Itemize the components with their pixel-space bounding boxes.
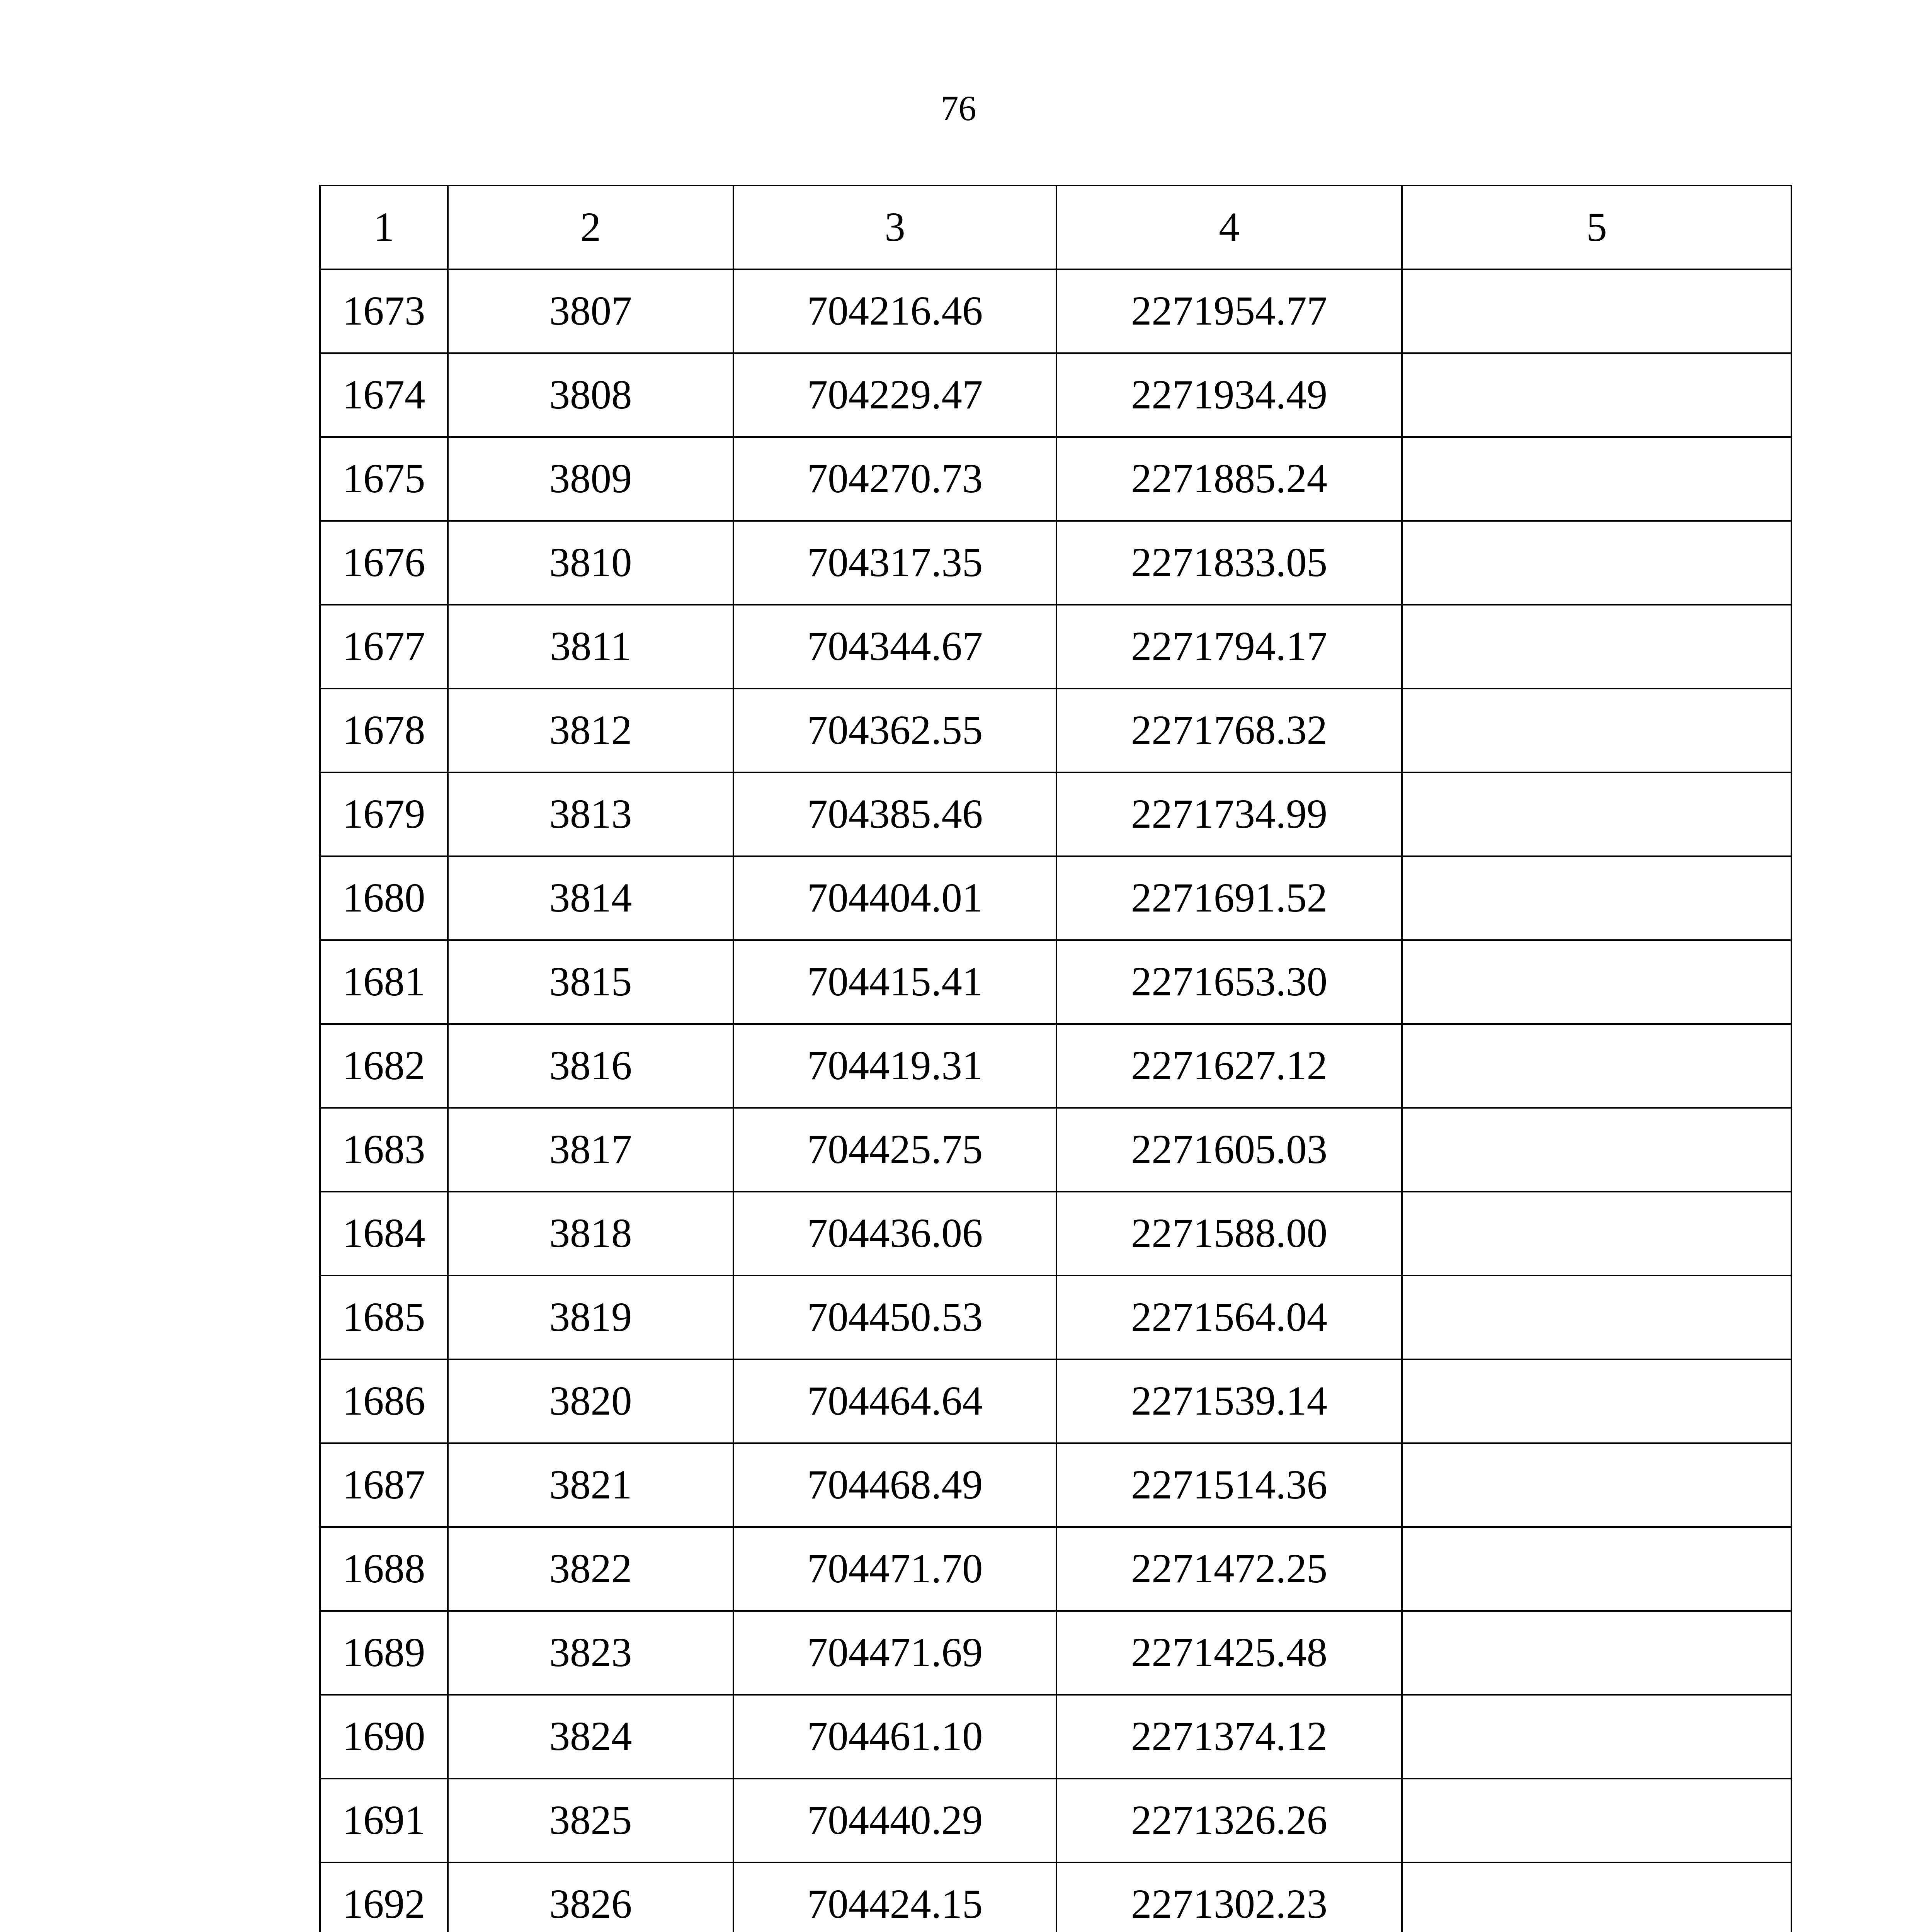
row-number-cell: 1690 bbox=[320, 1695, 448, 1779]
point-number-cell: 3810 bbox=[448, 521, 733, 605]
point-number-cell: 3812 bbox=[448, 689, 733, 772]
x-coordinate-cell: 704468.49 bbox=[733, 1443, 1056, 1527]
point-number-cell: 3826 bbox=[448, 1862, 733, 1932]
row-number-cell: 1675 bbox=[320, 437, 448, 521]
y-coordinate-cell: 2271539.14 bbox=[1056, 1359, 1402, 1443]
x-coordinate-cell: 704344.67 bbox=[733, 605, 1056, 689]
notes-cell bbox=[1402, 521, 1791, 605]
row-number-cell: 1689 bbox=[320, 1611, 448, 1695]
point-number-cell: 3815 bbox=[448, 940, 733, 1024]
point-number-cell: 3809 bbox=[448, 437, 733, 521]
y-coordinate-cell: 2271768.32 bbox=[1056, 689, 1402, 772]
row-number-cell: 1687 bbox=[320, 1443, 448, 1527]
row-number-cell: 1676 bbox=[320, 521, 448, 605]
notes-cell bbox=[1402, 269, 1791, 353]
table-row bbox=[320, 605, 1791, 689]
point-number-cell: 3824 bbox=[448, 1695, 733, 1779]
notes-cell bbox=[1402, 1443, 1791, 1527]
x-coordinate-cell: 704471.70 bbox=[733, 1527, 1056, 1611]
table-row bbox=[320, 1695, 1791, 1779]
point-number-cell: 3814 bbox=[448, 856, 733, 940]
notes-cell bbox=[1402, 940, 1791, 1024]
table-row bbox=[320, 269, 1791, 353]
y-coordinate-cell: 2271794.17 bbox=[1056, 605, 1402, 689]
table-row bbox=[320, 1527, 1791, 1611]
row-number-cell: 1692 bbox=[320, 1862, 448, 1932]
point-number-cell: 3813 bbox=[448, 772, 733, 856]
row-number-cell: 1685 bbox=[320, 1276, 448, 1359]
point-number-cell: 3821 bbox=[448, 1443, 733, 1527]
table-row bbox=[320, 689, 1791, 772]
notes-cell bbox=[1402, 605, 1791, 689]
notes-cell bbox=[1402, 437, 1791, 521]
y-coordinate-cell: 2271425.48 bbox=[1056, 1611, 1402, 1695]
x-coordinate-cell: 704425.75 bbox=[733, 1108, 1056, 1192]
y-coordinate-cell: 2271326.26 bbox=[1056, 1779, 1402, 1862]
table-row bbox=[320, 521, 1791, 605]
y-coordinate-cell: 2271691.52 bbox=[1056, 856, 1402, 940]
notes-cell bbox=[1402, 1695, 1791, 1779]
row-number-cell: 1686 bbox=[320, 1359, 448, 1443]
x-coordinate-cell: 704404.01 bbox=[733, 856, 1056, 940]
notes-cell bbox=[1402, 1359, 1791, 1443]
row-number-cell: 1684 bbox=[320, 1192, 448, 1276]
x-coordinate-cell: 704436.06 bbox=[733, 1192, 1056, 1276]
table-row bbox=[320, 1443, 1791, 1527]
page-number: 76 bbox=[941, 88, 976, 128]
point-number-cell: 3825 bbox=[448, 1779, 733, 1862]
table-row bbox=[320, 1611, 1791, 1695]
x-coordinate-cell: 704385.46 bbox=[733, 772, 1056, 856]
x-coordinate-cell: 704317.35 bbox=[733, 521, 1056, 605]
point-number-cell: 3811 bbox=[448, 605, 733, 689]
point-number-cell: 3807 bbox=[448, 269, 733, 353]
row-number-cell: 1683 bbox=[320, 1108, 448, 1192]
y-coordinate-cell: 2271374.12 bbox=[1056, 1695, 1402, 1779]
x-coordinate-cell: 704440.29 bbox=[733, 1779, 1056, 1862]
column-header-5: 5 bbox=[1402, 185, 1791, 269]
table-row bbox=[320, 1192, 1791, 1276]
y-coordinate-cell: 2271934.49 bbox=[1056, 353, 1402, 437]
notes-cell bbox=[1402, 1779, 1791, 1862]
notes-cell bbox=[1402, 1024, 1791, 1108]
notes-cell bbox=[1402, 1527, 1791, 1611]
table-row bbox=[320, 353, 1791, 437]
table-row bbox=[320, 437, 1791, 521]
notes-cell bbox=[1402, 1276, 1791, 1359]
x-coordinate-cell: 704216.46 bbox=[733, 269, 1056, 353]
table-row bbox=[320, 940, 1791, 1024]
notes-cell bbox=[1402, 1611, 1791, 1695]
coordinates-table bbox=[319, 185, 1792, 1932]
x-coordinate-cell: 704471.69 bbox=[733, 1611, 1056, 1695]
y-coordinate-cell: 2271885.24 bbox=[1056, 437, 1402, 521]
row-number-cell: 1677 bbox=[320, 605, 448, 689]
point-number-cell: 3822 bbox=[448, 1527, 733, 1611]
point-number-cell: 3816 bbox=[448, 1024, 733, 1108]
x-coordinate-cell: 704229.47 bbox=[733, 353, 1056, 437]
y-coordinate-cell: 2271564.04 bbox=[1056, 1276, 1402, 1359]
point-number-cell: 3823 bbox=[448, 1611, 733, 1695]
notes-cell bbox=[1402, 1108, 1791, 1192]
table-row bbox=[320, 1024, 1791, 1108]
row-number-cell: 1673 bbox=[320, 269, 448, 353]
table-header-row bbox=[320, 185, 1791, 269]
y-coordinate-cell: 2271734.99 bbox=[1056, 772, 1402, 856]
table-row bbox=[320, 1779, 1791, 1862]
x-coordinate-cell: 704419.31 bbox=[733, 1024, 1056, 1108]
x-coordinate-cell: 704362.55 bbox=[733, 689, 1056, 772]
column-header-2: 2 bbox=[448, 185, 733, 269]
table-row bbox=[320, 856, 1791, 940]
x-coordinate-cell: 704270.73 bbox=[733, 437, 1056, 521]
row-number-cell: 1688 bbox=[320, 1527, 448, 1611]
y-coordinate-cell: 2271605.03 bbox=[1056, 1108, 1402, 1192]
point-number-cell: 3817 bbox=[448, 1108, 733, 1192]
y-coordinate-cell: 2271472.25 bbox=[1056, 1527, 1402, 1611]
x-coordinate-cell: 704461.10 bbox=[733, 1695, 1056, 1779]
notes-cell bbox=[1402, 856, 1791, 940]
table-body bbox=[320, 185, 1791, 1932]
notes-cell bbox=[1402, 353, 1791, 437]
notes-cell bbox=[1402, 1192, 1791, 1276]
row-number-cell: 1691 bbox=[320, 1779, 448, 1862]
y-coordinate-cell: 2271514.36 bbox=[1056, 1443, 1402, 1527]
table-row bbox=[320, 1359, 1791, 1443]
point-number-cell: 3818 bbox=[448, 1192, 733, 1276]
row-number-cell: 1679 bbox=[320, 772, 448, 856]
y-coordinate-cell: 2271833.05 bbox=[1056, 521, 1402, 605]
x-coordinate-cell: 704464.64 bbox=[733, 1359, 1056, 1443]
y-coordinate-cell: 2271954.77 bbox=[1056, 269, 1402, 353]
x-coordinate-cell: 704450.53 bbox=[733, 1276, 1056, 1359]
column-header-3: 3 bbox=[733, 185, 1056, 269]
table-row bbox=[320, 1276, 1791, 1359]
notes-cell bbox=[1402, 689, 1791, 772]
point-number-cell: 3820 bbox=[448, 1359, 733, 1443]
table-row bbox=[320, 772, 1791, 856]
y-coordinate-cell: 2271653.30 bbox=[1056, 940, 1402, 1024]
y-coordinate-cell: 2271588.00 bbox=[1056, 1192, 1402, 1276]
column-header-4: 4 bbox=[1056, 185, 1402, 269]
column-header-1: 1 bbox=[320, 185, 448, 269]
x-coordinate-cell: 704415.41 bbox=[733, 940, 1056, 1024]
table-row bbox=[320, 1108, 1791, 1192]
row-number-cell: 1678 bbox=[320, 689, 448, 772]
table-row bbox=[320, 1862, 1791, 1932]
row-number-cell: 1674 bbox=[320, 353, 448, 437]
point-number-cell: 3819 bbox=[448, 1276, 733, 1359]
y-coordinate-cell: 2271302.23 bbox=[1056, 1862, 1402, 1932]
y-coordinate-cell: 2271627.12 bbox=[1056, 1024, 1402, 1108]
notes-cell bbox=[1402, 772, 1791, 856]
notes-cell bbox=[1402, 1862, 1791, 1932]
row-number-cell: 1682 bbox=[320, 1024, 448, 1108]
row-number-cell: 1681 bbox=[320, 940, 448, 1024]
row-number-cell: 1680 bbox=[320, 856, 448, 940]
x-coordinate-cell: 704424.15 bbox=[733, 1862, 1056, 1932]
point-number-cell: 3808 bbox=[448, 353, 733, 437]
